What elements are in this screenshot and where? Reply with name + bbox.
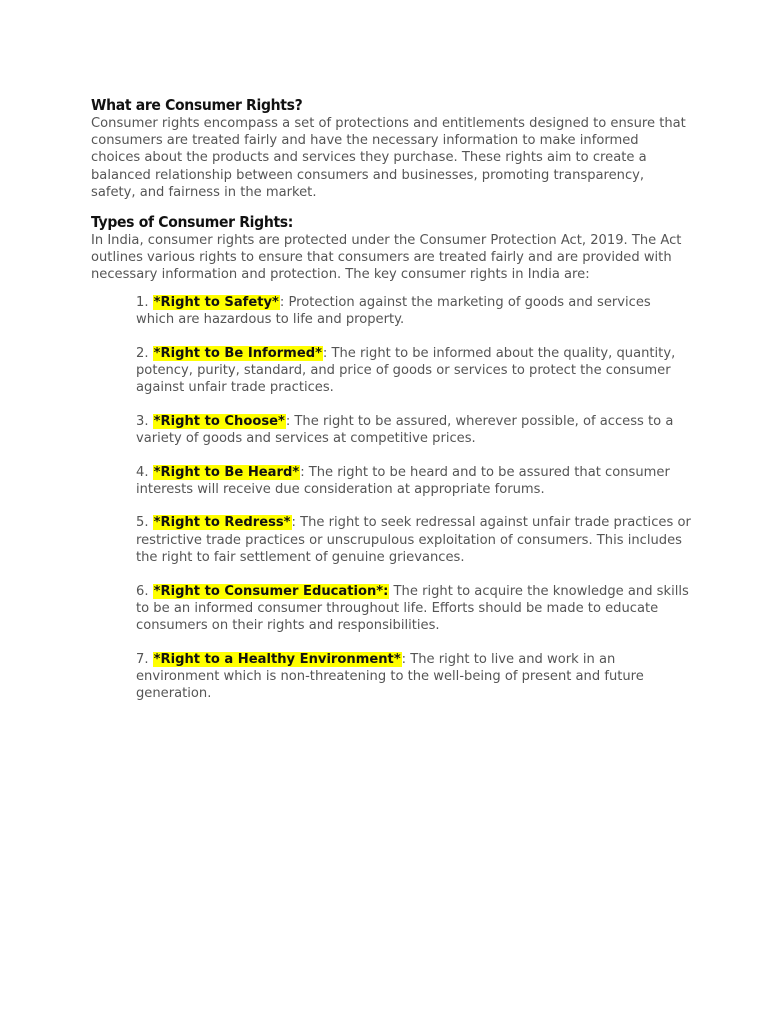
list-item-description: : The right to be heard and to be assured that consumer interests will receive due consideration at appropriate forums. xyxy=(136,464,670,497)
section-heading-types: Types of Consumer Rights: xyxy=(91,213,294,232)
section-body-consumer-rights: Consumer rights encompass a set of protections and entitlements designed to ensure that consumers are treated fairly and have the necessary information to make informed choices about the products and services they purchase. These rights aim to create a balanced relationship between consumers and businesses, promoting transparency, safety, and fairness in the market. xyxy=(91,116,686,200)
list-item-description: The right to acquire the knowledge and skills to be an informed consumer throughout life. Efforts should be made to educate consumers on their rights and responsibilities. xyxy=(136,583,689,633)
section-heading-consumer-rights: What are Consumer Rights? xyxy=(91,96,303,114)
highlighted-right-title: *Right to a Healthy Environment* xyxy=(153,651,401,667)
list-item-number: 6. xyxy=(136,583,149,599)
list-item-description: : The right to be informed about the quality, quantity, potency, purity, standard, and price of goods or services to protect the consumer against unfair trade practices. xyxy=(136,345,676,395)
highlighted-right-title: *Right to Consumer Education*: xyxy=(153,583,389,599)
list-item-number: 2. xyxy=(136,345,149,361)
list-item-description: : The right to be assured, wherever possible, of access to a variety of goods and services at competitive prices. xyxy=(136,413,674,446)
highlighted-right-title: *Right to Be Heard* xyxy=(153,464,300,480)
list-item-right-to-redress xyxy=(136,514,691,566)
list-item-right-to-choose xyxy=(136,413,691,447)
list-item-number: 4. xyxy=(136,464,149,480)
list-item-right-to-healthy-environment xyxy=(136,651,691,703)
list-item-description: : The right to seek redressal against unfair trade practices or restrictive trade practices or unscrupulous exploitation of consumers. This includes the right to fair settlement of genuine grievances. xyxy=(136,515,691,565)
list-item-right-to-safety xyxy=(136,294,691,328)
list-item-description: : The right to live and work in an environment which is non-threatening to the well-being of present and future generation. xyxy=(136,651,644,702)
highlighted-right-title: *Right to Choose* xyxy=(153,413,285,429)
list-item-right-to-be-heard xyxy=(136,464,691,498)
list-item-right-to-consumer-education xyxy=(136,583,691,635)
highlighted-right-title: *Right to Redress* xyxy=(153,515,291,531)
list-item-description: : Protection against the marketing of goods and services which are hazardous to life and property. xyxy=(136,294,651,327)
list-item-number: 1. xyxy=(136,294,149,310)
list-item-number: 7. xyxy=(136,651,149,667)
section-intro-types: In India, consumer rights are protected under the Consumer Protection Act, 2019. The Act outlines various rights to ensure that consumers are treated fairly and are provided with necessary information and protection. The key consumer rights in India are: xyxy=(91,233,682,283)
document-content xyxy=(91,95,691,719)
highlighted-right-title: *Right to Be Informed* xyxy=(153,345,322,361)
rights-list xyxy=(91,294,691,703)
list-item-number: 5. xyxy=(136,515,149,531)
list-item-number: 3. xyxy=(136,413,149,429)
highlighted-right-title: *Right to Safety* xyxy=(153,294,279,310)
list-item-right-to-be-informed xyxy=(136,345,691,397)
